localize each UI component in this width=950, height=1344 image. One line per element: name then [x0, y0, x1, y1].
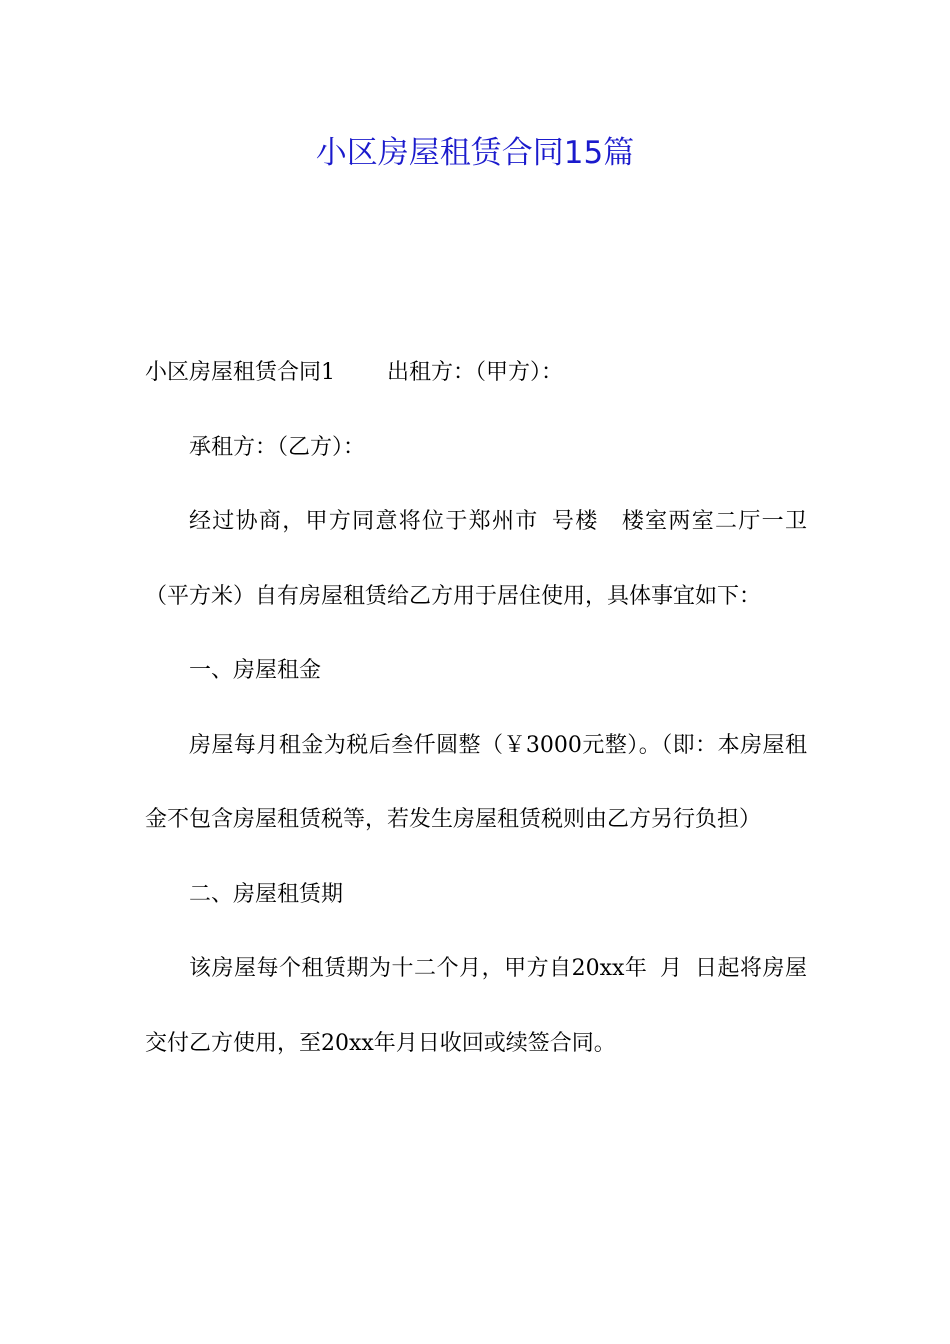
lessee-label: 承租方：（乙方）：: [189, 434, 366, 460]
contract-number: 小区房屋租赁合同1: [145, 360, 335, 385]
section-text-rent: 房屋每月租金为税后叁仟圆整（￥3000元整）。（即：本房屋租金不包含房屋租赁税等，若发生房屋租赁税则由乙方另行负担）: [145, 732, 807, 832]
term-text-start: 该房屋每个租赁期为十二个月，甲方自20xx年: [189, 956, 648, 981]
intro-text-building: 号楼: [550, 509, 599, 534]
term-text-month: 月: [659, 956, 683, 981]
section-text-term: [145, 932, 807, 1081]
document-body: [145, 336, 807, 1081]
contract-heading-line: [145, 336, 807, 411]
intro-text-details: 楼室两室二厅一卫（平方米）自有房屋租赁给乙方用于居住使用，具体事宜如下：: [145, 509, 807, 609]
document-title: 小区房屋租赁合同15篇: [315, 135, 635, 171]
intro-paragraph: [145, 485, 807, 634]
lessor-label: 出租方：（甲方）：: [387, 360, 564, 385]
term-text-end: 日起将房屋交付乙方使用，至20xx年月日收回或续签合同。: [145, 956, 807, 1056]
section-heading-rent: 一、房屋租金: [189, 658, 322, 683]
intro-text-location: 经过协商，甲方同意将位于郑州市: [189, 509, 539, 534]
section-heading-term: 二、房屋租赁期: [189, 881, 344, 907]
